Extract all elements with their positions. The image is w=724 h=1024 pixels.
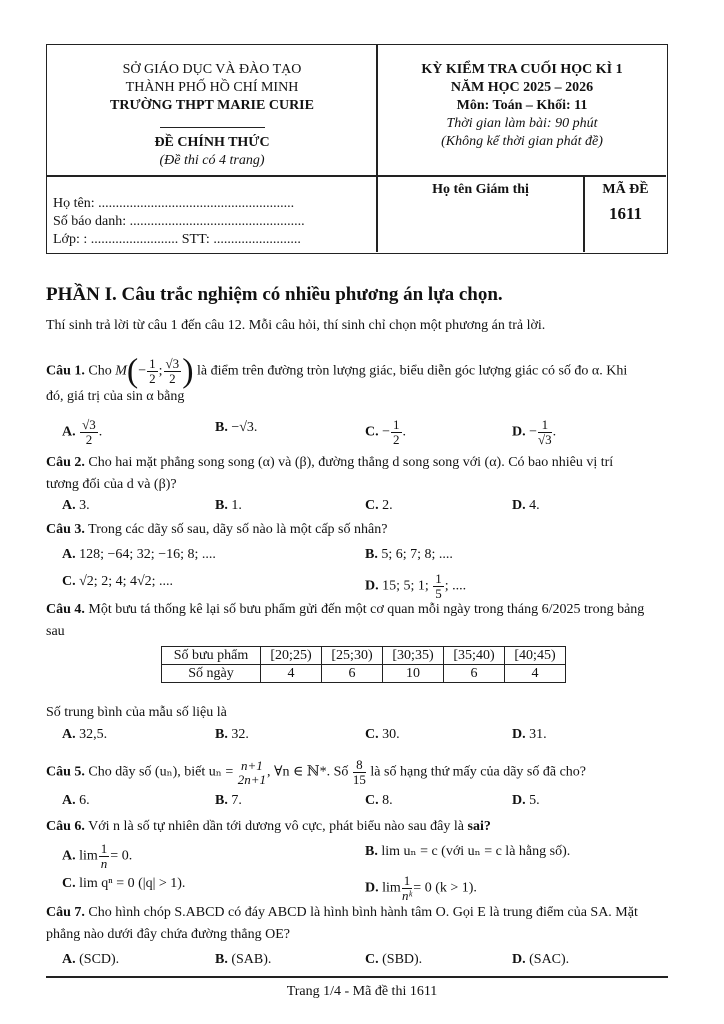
time-limit: Thời gian làm bài: 90 phút <box>446 116 598 131</box>
exam-code-value: 1611 <box>608 204 643 223</box>
option-b[interactable]: B. 1. <box>215 498 242 513</box>
exam-info <box>377 61 667 151</box>
option-d[interactable]: D. lim $\frac{1}{\text{nᵏ}}$ = 0 (k > 1). <box>365 873 477 903</box>
table-cell: [40;45) <box>505 647 566 665</box>
class-field[interactable]: Lớp: : ......................... STT: ......................... <box>53 232 301 247</box>
option-b[interactable]: B. lim uₙ = c (với uₙ = c là hằng số). <box>365 844 571 859</box>
option-b[interactable]: B. (SAB). <box>215 952 272 967</box>
question-7-line2: phẳng nào dưới đây chứa đường thẳng OE? <box>46 927 291 942</box>
candidate-number-field[interactable]: Số báo danh: .................................................. <box>53 214 305 229</box>
frequency-table <box>161 646 566 683</box>
table-row <box>162 647 566 665</box>
option-a[interactable]: A. 6. <box>62 793 90 808</box>
question-5: Câu 5. Cho dãy số (uₙ), biết uₙ = n+1 2n+1 , ∀n ∈ ℕ*. Số $\frac{8}{15}$ là số hạng thứ mấy của dãy số đã cho? <box>46 757 586 787</box>
option-c[interactable]: C. 2. <box>365 498 393 513</box>
subject: Môn: Toán – Khối: 11 <box>456 98 588 113</box>
time-note: (Không kể thời gian phát đề) <box>441 134 603 149</box>
table-cell: 4 <box>505 665 566 683</box>
option-d[interactable]: D. 15; 5; 1; $\frac{1}{5}$ ; .... <box>365 571 467 601</box>
option-a[interactable]: A. lim $\frac{1}{n}$ = 0. <box>62 841 133 871</box>
option-c[interactable]: C. − $\frac{1}{2}$ . <box>365 417 407 447</box>
table-cell: 10 <box>383 665 444 683</box>
question-7: Câu 7. Cho hình chóp S.ABCD có đáy ABCD là hình bình hành tâm O. Gọi E là trung điểm của SA. Mặt <box>46 905 638 920</box>
exam-title: KỲ KIỂM TRA CUỐI HỌC KÌ 1 <box>421 62 623 77</box>
page-count: (Đề thi có 4 trang) <box>159 153 265 168</box>
table-cell: [35;40) <box>444 647 505 665</box>
option-d[interactable]: D. 5. <box>512 793 540 808</box>
question-2: Câu 2. Cho hai mặt phẳng song song (α) và (β), đường thẳng d song song với (α). Có bao nhiêu vị trí <box>46 455 614 470</box>
part-title: PHẦN I. Câu trắc nghiệm có nhiều phương án lựa chọn. <box>46 284 503 305</box>
official-label: ĐỀ CHÍNH THỨC <box>154 135 270 150</box>
city-name: THÀNH PHỐ HỒ CHÍ MINH <box>125 80 299 95</box>
table-cell: [30;35) <box>383 647 444 665</box>
option-c[interactable]: C. √2; 2; 4; 4√2; .... <box>62 574 174 589</box>
question-1: Câu 1. Cho M(− $\frac{1}{2}$ ; $\frac{√3}{2}$ ) là điểm trên đường tròn lượng giác, biểu diễn góc lượng giác có số đo α. Khi <box>46 352 628 390</box>
question-2-line2: tương đối của d và (β)? <box>46 477 177 492</box>
option-b[interactable]: B. 7. <box>215 793 242 808</box>
question-4: Câu 4. Một bưu tá thống kê lại số bưu phẩm gửi đến một cơ quan mỗi ngày trong tháng 6/2025 trong bảng <box>46 602 645 617</box>
option-a[interactable]: A. (SCD). <box>62 952 120 967</box>
question-1-line2: đó, giá trị của sin α bằng <box>46 389 185 404</box>
table-cell: 6 <box>322 665 383 683</box>
option-d[interactable]: D. 31. <box>512 727 547 742</box>
option-b[interactable]: B. −√3. <box>215 420 258 435</box>
table-cell: 6 <box>444 665 505 683</box>
proctor-label: Họ tên Giám thị <box>432 182 529 197</box>
page-footer: Trang 1/4 - Mã đề thi 1611 <box>286 984 438 999</box>
option-a[interactable]: A. 32,5. <box>62 727 108 742</box>
part-instruction: Thí sinh trả lời từ câu 1 đến câu 12. Mỗi câu hỏi, thí sinh chỉ chọn một phương án trả lời. <box>46 318 546 333</box>
question-4-prompt: Số trung bình của mẫu số liệu là <box>46 705 227 720</box>
school-info <box>47 61 377 170</box>
exam-code-label: MÃ ĐỀ <box>602 182 649 197</box>
exam-header-box <box>46 44 668 254</box>
question-4-line2: sau <box>46 624 65 639</box>
question-3: Câu 3. Trong các dãy số sau, dãy số nào là một cấp số nhân? <box>46 522 388 537</box>
footer-divider <box>46 976 668 978</box>
school-name: TRƯỜNG THPT MARIE CURIE <box>110 98 314 113</box>
option-d[interactable]: D. − $\frac{1}{√3}$ . <box>512 417 557 447</box>
option-a[interactable]: A. 128; −64; 32; −16; 8; .... <box>62 547 216 562</box>
option-c[interactable]: C. 8. <box>365 793 393 808</box>
option-c[interactable]: C. (SBD). <box>365 952 423 967</box>
option-b[interactable]: B. 32. <box>215 727 249 742</box>
table-cell: [20;25) <box>261 647 322 665</box>
table-cell: Số ngày <box>162 665 261 683</box>
table-cell: [25;30) <box>322 647 383 665</box>
option-c[interactable]: C. 30. <box>365 727 400 742</box>
option-a[interactable]: A. 3. <box>62 498 90 513</box>
option-a[interactable]: A. $\frac{√3}{2}$ . <box>62 417 103 447</box>
school-year: NĂM HỌC 2025 – 2026 <box>450 80 594 95</box>
question-6: Câu 6. Với n là số tự nhiên dần tới dương vô cực, phát biểu nào sau đây là sai? <box>46 819 491 834</box>
org-name: SỞ GIÁO DỤC VÀ ĐÀO TẠO <box>122 62 302 77</box>
student-fields <box>53 195 305 249</box>
exam-code <box>584 181 667 223</box>
table-cell: 4 <box>261 665 322 683</box>
name-field[interactable]: Họ tên: ........................................................ <box>53 196 295 211</box>
option-c[interactable]: C. lim qⁿ = 0 (|q| > 1). <box>62 876 186 891</box>
option-d[interactable]: D. (SAC). <box>512 952 570 967</box>
option-d[interactable]: D. 4. <box>512 498 540 513</box>
option-b[interactable]: B. 5; 6; 7; 8; .... <box>365 547 453 562</box>
table-row <box>162 665 566 683</box>
table-cell: Số bưu phẩm <box>162 647 261 665</box>
